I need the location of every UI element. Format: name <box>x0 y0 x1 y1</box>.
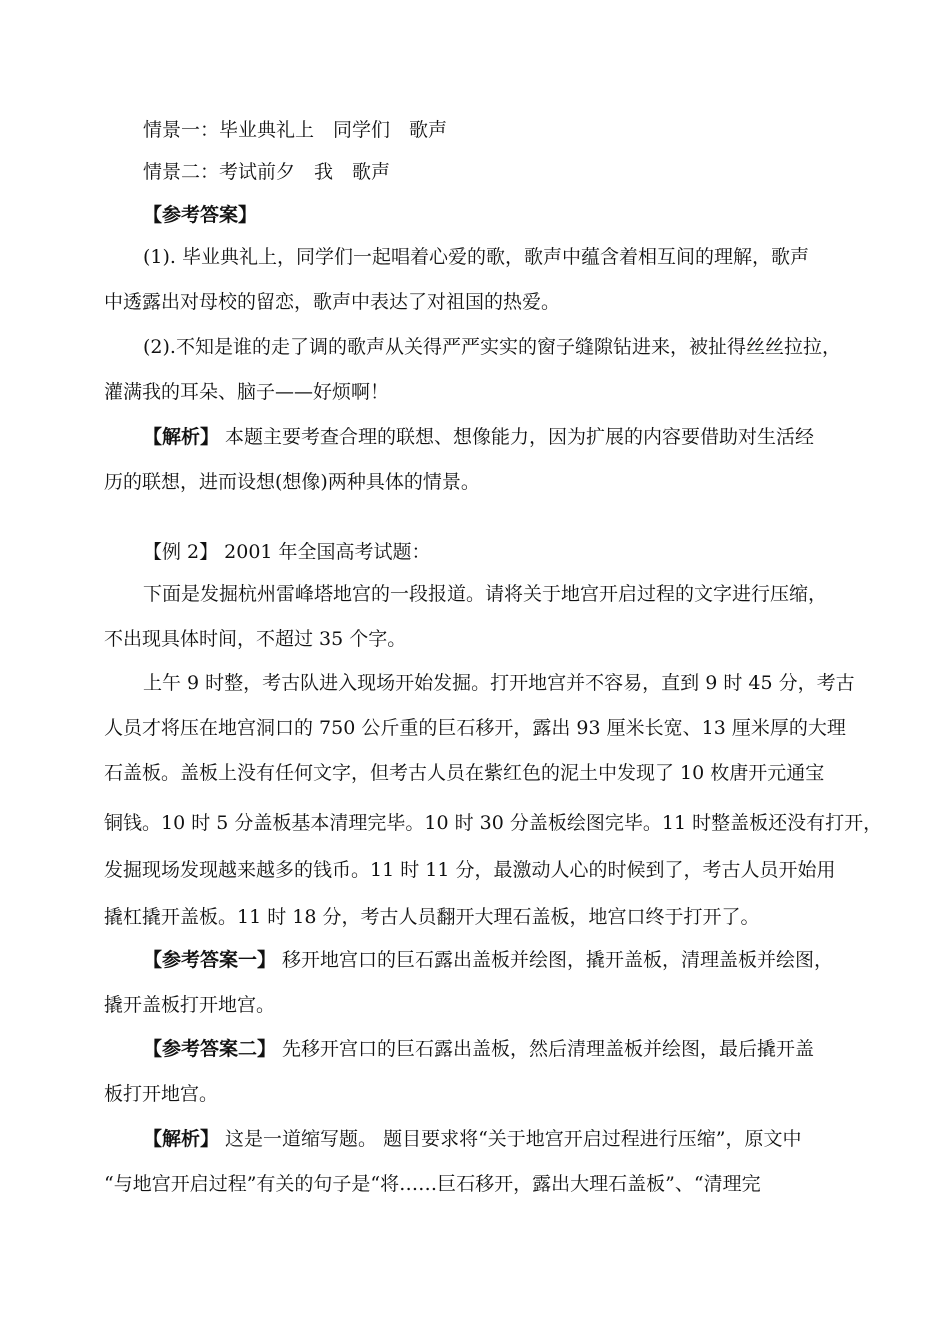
passage-line-2: 人员才将压在地宫洞口的 750 公斤重的巨石移开，露出 93 厘米长宽、13 厘米厚的大理 <box>104 717 846 739</box>
passage-line-6: 撬杠撬开盖板。11 时 18 分，考古人员翻开大理石盖板，地宫口终于打开了。 <box>104 906 760 928</box>
analysis-two-line-2: “与地宫开启过程”有关的句子是“将……巨石移开，露出大理石盖板”、“清理完 <box>104 1173 761 1195</box>
answer-one-line-1: (1). 毕业典礼上，同学们一起唱着心爱的歌，歌声中蕴含着相互间的理解，歌声 <box>143 246 809 268</box>
ref-answer-two-line-2: 板打开地宫。 <box>104 1083 219 1105</box>
answer-two-line-1: (2).不知是谁的走了调的歌声从关得严严实实的窗子缝隙钻进来，被扯得丝丝拉拉， <box>143 336 841 358</box>
passage-line-5: 发掘现场发现越来越多的钱币。11 时 11 分，最激动人心的时候到了，考古人员开始用 <box>104 859 836 881</box>
passage-line-1: 上午 9 时整，考古队进入现场开始发掘。打开地宫并不容易，直到 9 时 45 分，考古 <box>143 672 855 694</box>
ref-answer-two-line-1 <box>143 1037 814 1061</box>
answer-one-line-2: 中透露出对母校的留恋，歌声中表达了对祖国的热爱。 <box>104 291 561 313</box>
analysis-two-text: 这是一道缩写题。 题目要求将“关于地宫开启过程进行压缩”，原文中 <box>219 1128 802 1150</box>
ref-answer-one-label: 【参考答案一】 <box>143 949 277 971</box>
analysis-two-line-1 <box>143 1127 802 1151</box>
question-line-2: 不出现具体时间，不超过 35 个字。 <box>104 628 407 650</box>
passage-line-4: 铜钱。10 时 5 分盖板基本清理完毕。10 时 30 分盖板绘图完毕。11 时整盖板还没有打开， <box>104 812 883 834</box>
ref-answer-one-line-2: 撬开盖板打开地宫。 <box>104 994 276 1016</box>
question-line-1: 下面是发掘杭州雷峰塔地宫的一段报道。请将关于地宫开启过程的文字进行压缩， <box>143 583 828 605</box>
ref-answer-two-text: 先移开宫口的巨石露出盖板，然后清理盖板并绘图，最后撬开盖 <box>276 1038 815 1060</box>
example-two-heading: 【例 2】 2001 年全国高考试题： <box>143 541 431 563</box>
analysis-two-label: 【解析】 <box>143 1128 220 1150</box>
ref-answer-two-label: 【参考答案二】 <box>143 1038 277 1060</box>
ref-answer-one-line-1 <box>143 948 833 972</box>
passage-line-3: 石盖板。盖板上没有任何文字，但考古人员在紫红色的泥土中发现了 10 枚唐开元通宝 <box>104 762 825 784</box>
answer-two-line-2: 灌满我的耳朵、脑子——好烦啊！ <box>104 381 390 403</box>
scene-two: 情景二：考试前夕 我 歌声 <box>143 161 391 183</box>
analysis-one-line-2: 历的联想，进而设想(想像)两种具体的情景。 <box>104 471 480 493</box>
scene-one: 情景一：毕业典礼上 同学们 歌声 <box>143 119 448 141</box>
analysis-label: 【解析】 <box>143 426 220 448</box>
analysis-one-line-1 <box>143 425 814 449</box>
ref-answer-one-text: 移开地宫口的巨石露出盖板并绘图，撬开盖板，清理盖板并绘图， <box>276 949 834 971</box>
analysis-one-text: 本题主要考查合理的联想、想像能力，因为扩展的内容要借助对生活经 <box>219 426 815 448</box>
answer-heading: 【参考答案】 <box>143 204 258 226</box>
